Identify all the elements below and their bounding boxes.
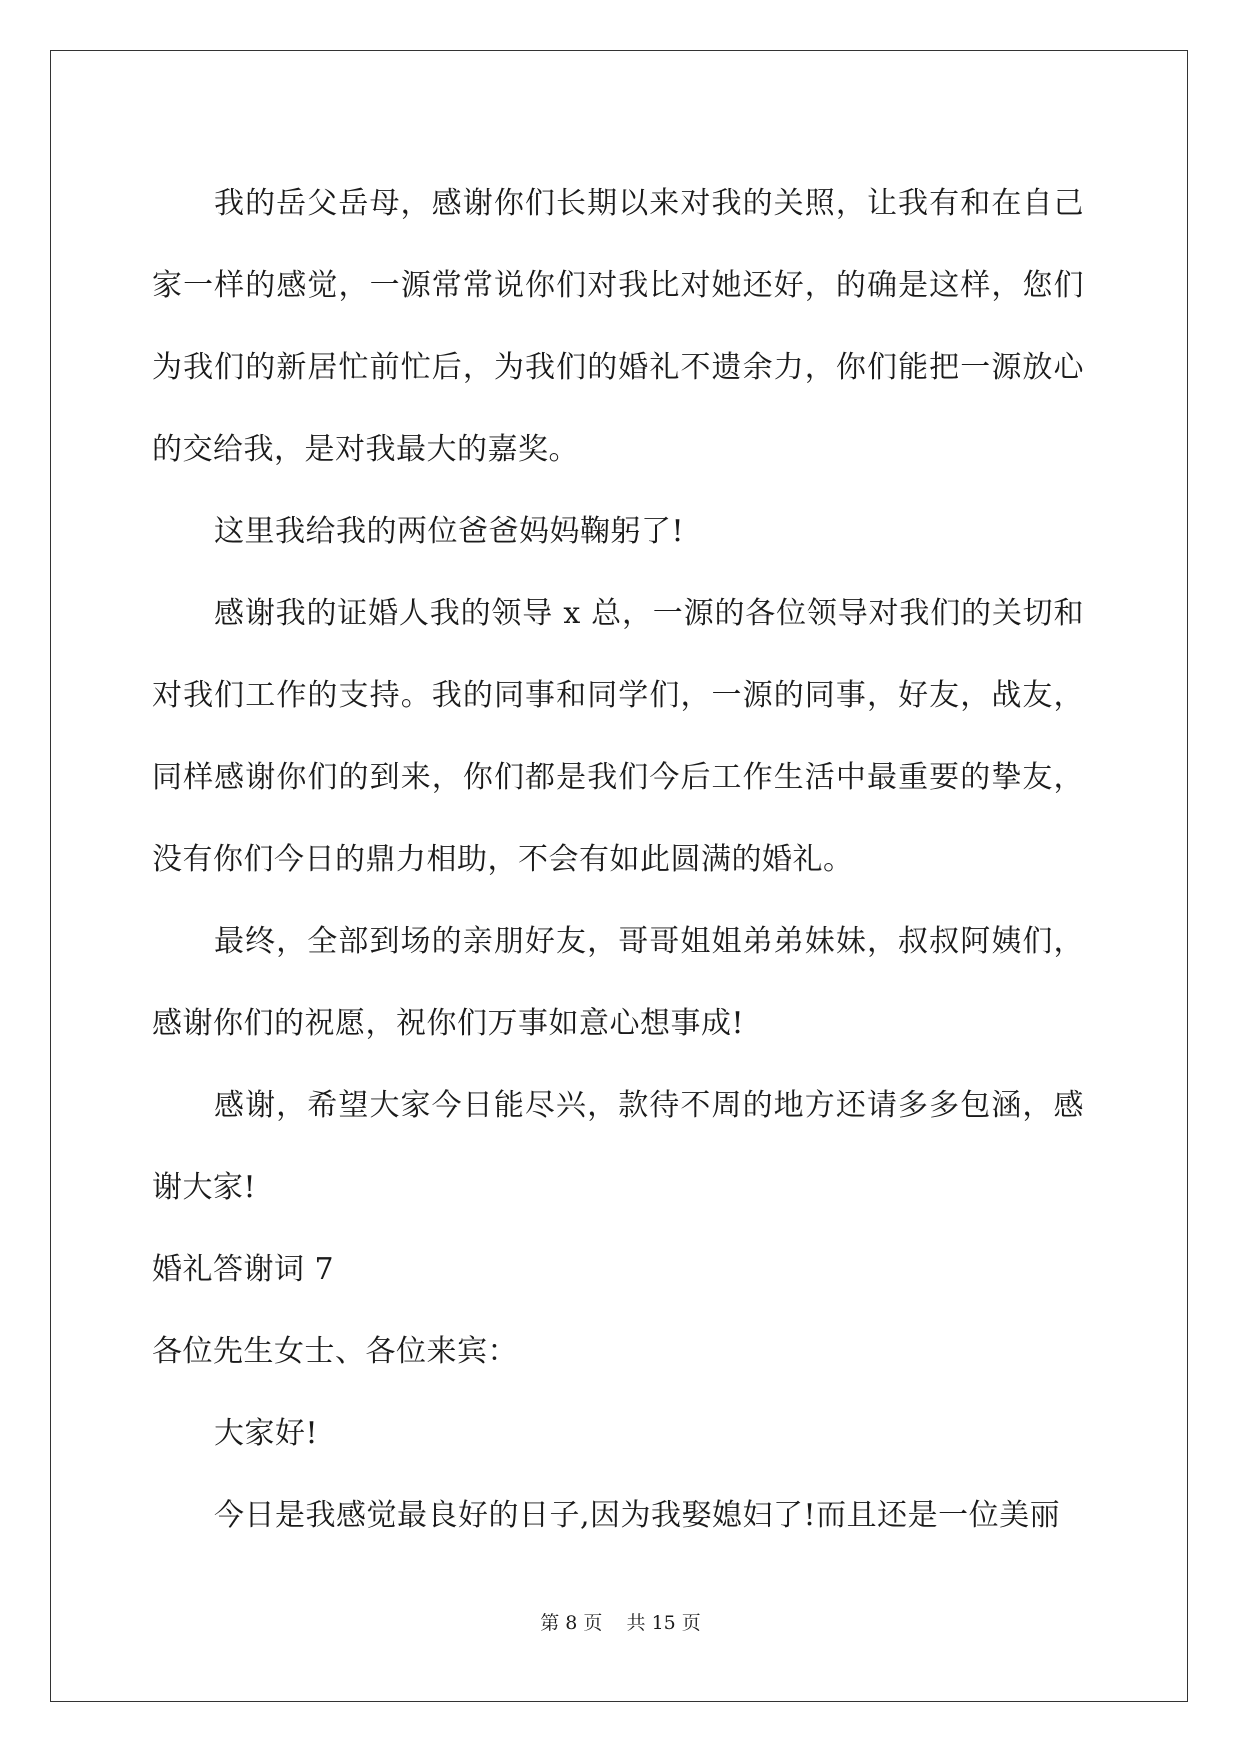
paragraph-relatives-thanks: 最终，全部到场的亲朋好友，哥哥姐姐弟弟妹妹，叔叔阿姨们，感谢你们的祝愿，祝你们万事如意心想事成! xyxy=(152,924,1084,1041)
greeting: 大家好! xyxy=(214,1416,319,1451)
document-body xyxy=(152,163,1084,1557)
section-heading: 婚礼答谢词 7 xyxy=(152,1252,335,1287)
paragraph-witness-thanks: 感谢我的证婚人我的领导 x 总，一源的各位领导对我们的关切和对我们工作的支持。我的同事和同学们，一源的同事，好友，战友，同样感谢你们的到来，你们都是我们今后工作生活中最重要的挚友，没有你们今日的鼎力相助，不会有如此圆满的婚礼。 xyxy=(152,596,1084,877)
paragraph-bow: 这里我给我的两位爸爸妈妈鞠躬了! xyxy=(214,514,685,549)
page-footer xyxy=(0,1608,1241,1635)
paragraph-closing: 感谢，希望大家今日能尽兴，款待不周的地方还请多多包涵，感谢大家! xyxy=(152,1088,1084,1205)
salutation: 各位先生女士、各位来宾： xyxy=(152,1334,518,1369)
paragraph-today: 今日是我感觉最良好的日子,因为我娶媳妇了!而且还是一位美丽 xyxy=(214,1498,1061,1533)
paragraph-in-laws-thanks: 我的岳父岳母，感谢你们长期以来对我的关照，让我有和在自己家一样的感觉，一源常常说你们对我比对她还好，的确是这样，您们为我们的新居忙前忙后，为我们的婚礼不遗余力，你们能把一源放心的交给我，是对我最大的嘉奖。 xyxy=(152,186,1084,467)
page-number: 第 8 页 共 15 页 xyxy=(540,1612,701,1634)
